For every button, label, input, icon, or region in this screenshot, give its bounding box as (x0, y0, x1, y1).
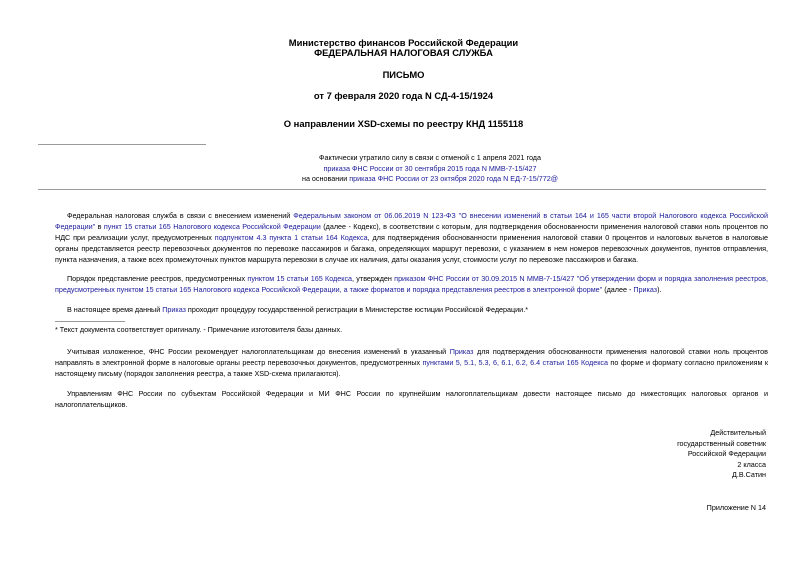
paragraph-1 (55, 210, 768, 265)
p2-text-1: Порядок представление реестров, предусмотренных (67, 274, 248, 283)
p2-code-clause-link[interactable]: пунктом 15 статьи 165 Кодекса (247, 274, 353, 283)
p1-text-4: , для подтверждения обоснованности применения налоговой ставки 0 процентов и налоговых вычетов в налоговые органы представляется реестр перевозочных документов по перевозке пассажиров и багажа, определяющих маршрут перевозки, с указанием в нем номеров перевозочных документов, пунктов отправления, пункта назначения, а также всех промежуточных пунктов маршрута перевозки в случае их наличия, даты оказания услуг, стоимости услуг по перевозке пассажиров и багажа. (55, 233, 768, 264)
p2-text-2: , утвержден (352, 274, 395, 283)
status-note-line2 (180, 164, 680, 175)
footnote-divider (55, 321, 125, 322)
p4-text-1: Учитывая изложенное, ФНС России рекомендует налогоплательщикам до внесения изменений в указанный (67, 347, 450, 356)
p3-text-2: проходит процедуру государственной регистрации в Министерстве юстиции Российской Федерации.* (185, 305, 528, 314)
document-subject: О направлении XSD-схемы по реестру КНД 1155118 (283, 118, 524, 129)
paragraph-4 (55, 346, 768, 379)
paragraph-2 (55, 273, 768, 295)
p2-prikaz-link[interactable]: Приказ (633, 285, 658, 294)
status-note-line3 (180, 174, 680, 185)
p4-clauses-link[interactable]: пунктами 5, 5.1, 5.3, 6, 6.1, 6.2, 6.4 статьи 165 Кодекса (422, 358, 609, 367)
signature-block (586, 428, 766, 481)
p1-text-2: в (95, 222, 104, 231)
footnote: * Текст документа соответствует оригиналу. - Примечание изготовителя базы данных. (55, 325, 343, 334)
appendix-label: Приложение N 14 (706, 503, 766, 512)
paragraph-3 (55, 304, 768, 315)
p2-text-3: (далее - (602, 285, 634, 294)
divider-top (38, 144, 206, 145)
signature-line-3: Российской Федерации (687, 449, 766, 458)
p4-prikaz-link[interactable]: Приказ (449, 347, 474, 356)
status-note-cancel-order-link[interactable]: приказа ФНС России от 23 октября 2020 года N ЕД-7-15/772@ (349, 174, 559, 183)
document-date-number: от 7 февраля 2020 года N СД-4-15/1924 (313, 90, 494, 101)
status-note-line1: Фактически утратило силу в связи с отменой с 1 апреля 2021 года (319, 153, 541, 162)
p2-text-4: ). (657, 285, 662, 294)
paragraph-5: Управлениям ФНС России по субъектам Российской Федерации и МИ ФНС России по крупнейшим налогоплательщикам довести настоящее письмо до нижестоящих налоговых органов и налогоплательщиков. (55, 389, 768, 409)
p3-prikaz-link[interactable]: Приказ (162, 305, 186, 314)
signature-line-4: 2 класса (737, 459, 766, 469)
p1-subclause-link[interactable]: подпунктом 4.3 пункта 1 статьи 164 Кодекса (214, 233, 368, 242)
p1-text-1: Федеральная налоговая служба в связи с внесением изменений (67, 211, 294, 220)
p4-text-2: для подтверждения обоснованности применения налоговой ставки ноль процентов направлять в электронной форме в налоговые органы реестр перевозочных документов, предусмотренных (55, 347, 768, 367)
divider-bottom (38, 189, 766, 190)
status-note-order-link[interactable]: приказа ФНС России от 30 сентября 2015 года N ММВ-7-15/427 (323, 163, 537, 173)
signature-name: Д.В.Сатин (731, 470, 766, 479)
p3-text-1: В настоящее время данный (67, 305, 163, 314)
p1-federal-law-link[interactable]: Федеральным законом от 06.06.2019 N 123-ФЗ "О внесении изменений в статьи 164 и 165 части второй Налогового кодекса Российской Федерации" (55, 211, 768, 231)
ministry-title: Министерство финансов Российской Федерации (288, 37, 519, 48)
p1-text-3: (далее - Кодекс), в соответствии с которым, для подтверждения обоснованности применения налоговой ставки ноль процентов по НДС при реализации услуг, предусмотренных (55, 222, 769, 242)
p4-text-3: по форме и формату согласно приложениям к настоящему письму (порядок заполнения реестра, а также XSD-схема прилагаются). (55, 358, 768, 378)
service-title: ФЕДЕРАЛЬНАЯ НАЛОГОВАЯ СЛУЖБА (314, 47, 493, 58)
status-note-prefix: на основании (301, 174, 350, 183)
p1-tax-code-link[interactable]: пункт 15 статьи 165 Налогового кодекса Российской Федерации (103, 222, 321, 231)
signature-line-1: Действительный (710, 428, 766, 437)
p2-order-link[interactable]: приказом ФНС России от 30.09.2015 N ММВ-7-15/427 "Об утверждении форм и порядка заполнения реестров, предусмотренных пунктом 15 статьи 165 Налогового кодекса Российской Федерации, а также форматов и порядка представления реестров в электронной форме" (55, 274, 768, 294)
signature-line-2: государственный советник (677, 438, 766, 448)
document-type: ПИСЬМО (382, 69, 425, 80)
